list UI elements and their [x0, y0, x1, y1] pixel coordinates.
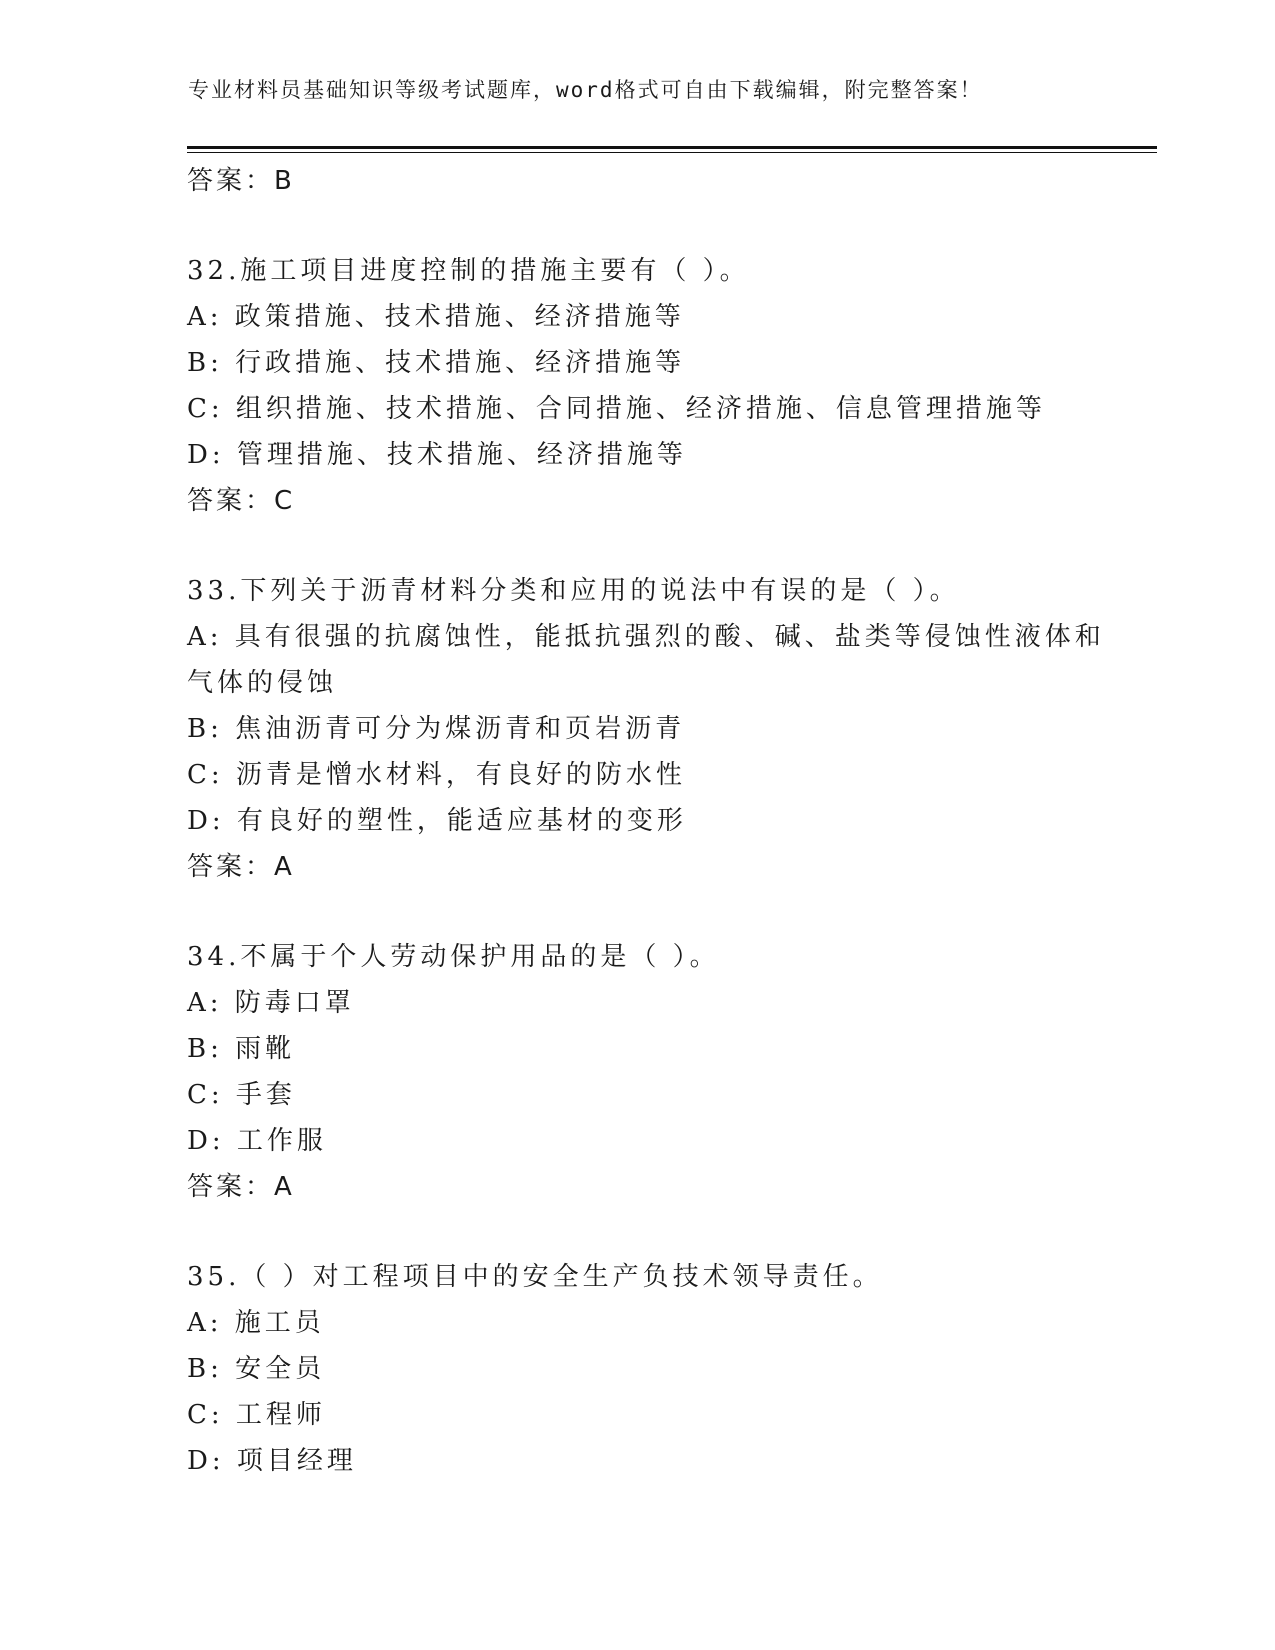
option-a: A: 政策措施、技术措施、经济措施等: [187, 302, 685, 332]
answer-line: 答案：B: [187, 166, 295, 196]
question-block: [187, 568, 1105, 890]
option-a: A: 防毒口罩: [187, 988, 355, 1018]
header-rule-thin: [187, 152, 1157, 153]
option-c: C: 手套: [187, 1080, 296, 1110]
option-b: B: 焦油沥青可分为煤沥青和页岩沥青: [187, 714, 686, 744]
question-stem: 34.不属于个人劳动保护用品的是（ ）。: [187, 942, 720, 972]
option-b: B: 雨靴: [187, 1034, 296, 1064]
document-body: [187, 158, 1105, 1484]
question-stem: 32.施工项目进度控制的措施主要有（ ）。: [187, 256, 750, 286]
option-a: A: 具有很强的抗腐蚀性，能抵抗强烈的酸、碱、盐类等侵蚀性液体和: [187, 622, 1105, 652]
option-a-continued: 气体的侵蚀: [187, 668, 338, 698]
option-d: D: 工作服: [187, 1126, 327, 1156]
option-c: C: 沥青是憎水材料，有良好的防水性: [187, 760, 686, 790]
question-block: [187, 1254, 1087, 1484]
answer-line: 答案：C: [187, 486, 296, 516]
answer-line: 答案：A: [187, 852, 295, 882]
option-c: C: 组织措施、技术措施、合同措施、经济措施、信息管理措施等: [187, 394, 1046, 424]
question-stem: 35.（ ）对工程项目中的安全生产负技术领导责任。: [187, 1262, 883, 1292]
option-c: C: 工程师: [187, 1400, 326, 1430]
spacer: [187, 524, 1087, 568]
spacer: [187, 890, 1087, 934]
question-block: [187, 934, 1087, 1210]
option-b: B: 安全员: [187, 1354, 326, 1384]
option-d: D: 有良好的塑性，能适应基材的变形: [187, 806, 687, 836]
header-rule-thick: [187, 146, 1157, 149]
page-header: 专业材料员基础知识等级考试题库，word格式可自由下载编辑，附完整答案！: [188, 78, 983, 102]
spacer: [187, 204, 1087, 248]
question-block: [187, 248, 1087, 524]
question-stem: 33.下列关于沥青材料分类和应用的说法中有误的是（ ）。: [187, 576, 960, 606]
option-b: B: 行政措施、技术措施、经济措施等: [187, 348, 686, 378]
option-a: A: 施工员: [187, 1308, 325, 1338]
answer-line: 答案：A: [187, 1172, 295, 1202]
spacer: [187, 1210, 1087, 1254]
option-d: D: 管理措施、技术措施、经济措施等: [187, 440, 687, 470]
option-d: D: 项目经理: [187, 1446, 357, 1476]
